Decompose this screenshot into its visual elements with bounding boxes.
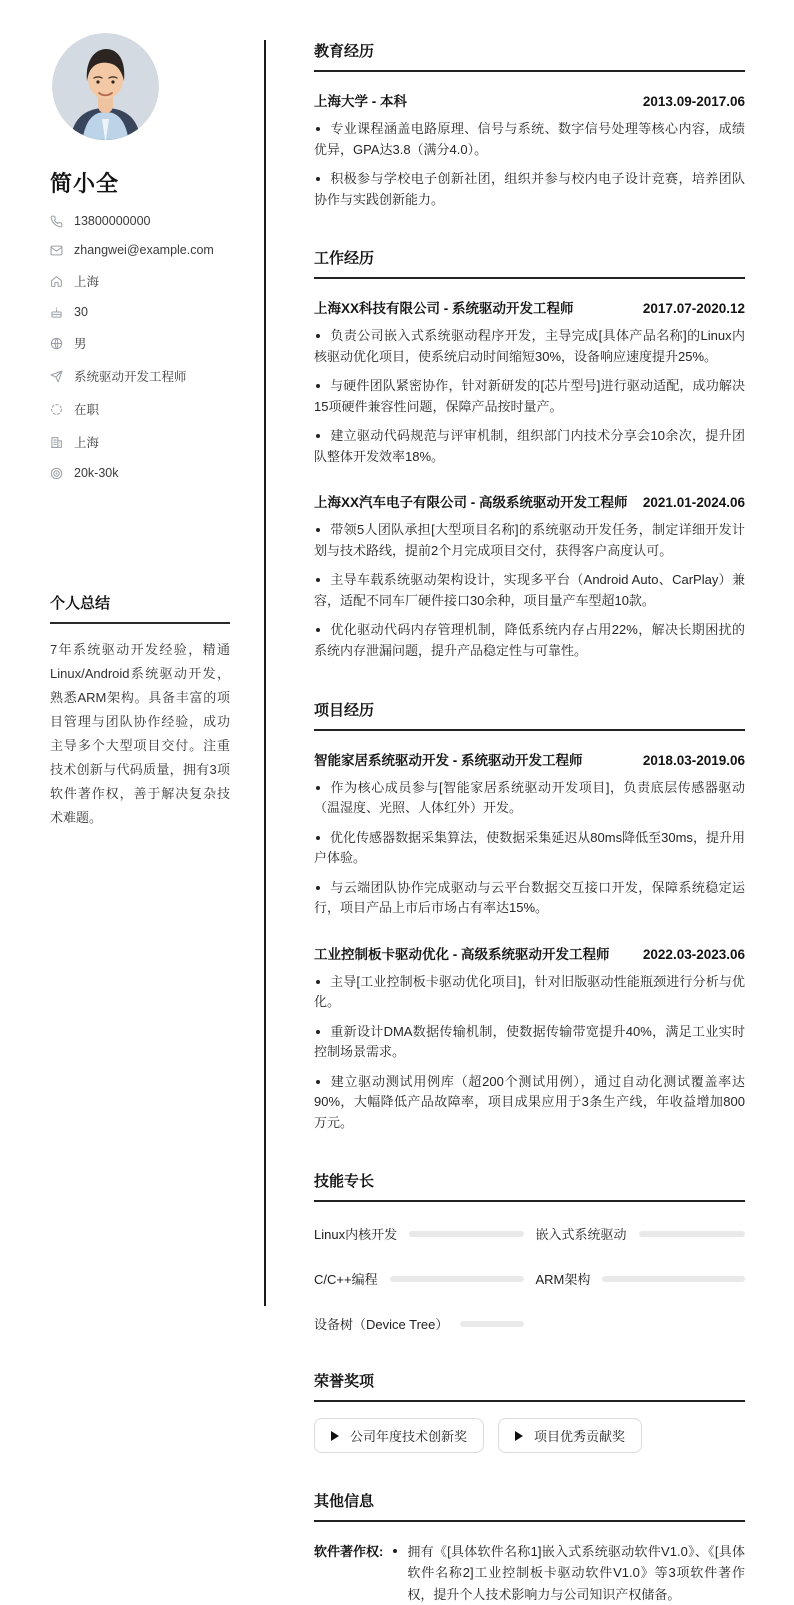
software-copyright-content [391,1541,745,1604]
mail-icon [50,244,63,257]
vertical-divider [264,40,266,1306]
work-company-role: 上海XX汽车电子有限公司 - 高级系统驱动开发工程师 [314,495,628,511]
bullet-dot [393,1549,397,1553]
bullet-item [314,1072,745,1134]
bullet-item [314,1022,745,1063]
contact-value-location: 上海 [74,275,100,289]
bullet-item [314,326,745,367]
summary-title: 个人总结 [50,592,230,624]
bullet-dot [316,177,320,181]
home-icon [50,275,63,288]
bullet-dot [316,334,320,338]
contact-value-status: 在职 [74,403,100,417]
honors-section-title: 荣誉奖项 [314,1370,745,1402]
bullet-text: 重新设计DMA数据传输机制，使数据传输带宽提升40%，满足工业实时控制场景需求。 [314,1023,745,1060]
bullet-dot [316,886,320,890]
bullet-text: 作为核心成员参与[智能家居系统驱动开发项目]，负责底层传感器驱动（温湿度、光照、人体红外）开发。 [314,779,745,816]
bullet-item [314,972,745,1013]
bullet-item [314,169,745,210]
honors-section [314,1370,745,1453]
bullet-item [314,520,745,561]
bullet-item [314,376,745,417]
entry-header [314,943,745,963]
other-info-section-title: 其他信息 [314,1490,745,1522]
personal-summary-section [50,592,230,830]
sidebar [50,33,230,830]
summary-text: 7年系统驱动开发经验，精通Linux/Android系统驱动开发，熟悉ARM架构。具备丰富的项目管理与团队协作经验，成功主导多个大型项目交付。注重技术创新与代码质量，拥有3项软件著作权，善于解决复杂技术难题。 [50,642,230,826]
skill-c-cpp [314,1269,524,1288]
bullet-text: 优化传感器数据采集算法，使数据采集延迟从80ms降低至30ms，提升用户体验。 [314,829,745,866]
bullet-text: 带领5人团队承担[大型项目名称]的系统驱动开发任务，制定详细开发计划与技术路线，提前2个月完成项目交付，获得客户高度认可。 [314,522,745,558]
contact-email [50,243,230,257]
software-copyright-text: 拥有《[具体软件名称1]嵌入式系统驱动软件V1.0》、《[具体软件名称2]工业控制板卡驱动软件V1.0》等3项软件著作权，提升个人技术影响力与公司知识产权储备。 [407,1544,745,1602]
bullet-item [314,570,745,611]
bullet-dot [316,528,320,532]
education-section [314,40,745,210]
bullet-item [314,426,745,467]
play-triangle-icon [515,1431,523,1441]
project-name-role: 智能家居系统驱动开发 - 系统驱动开发工程师 [314,752,583,768]
work-section-title: 工作经历 [314,247,745,279]
skill-bar-track [409,1231,523,1237]
contact-value-position: 系统驱动开发工程师 [74,370,187,384]
work-section [314,247,745,661]
bullet-text: 与硬件团队紧密协作，针对新研发的[芯片型号]进行驱动适配，成功解决15项硬件兼容性问题，保障产品按时量产。 [314,378,745,414]
education-section-title: 教育经历 [314,40,745,72]
contact-value-city: 上海 [74,436,100,450]
avatar-illustration [52,33,159,140]
bullet-dot [316,384,320,388]
contact-value-salary: 20k-30k [74,466,119,480]
bullet-item [314,119,745,160]
skill-label: 嵌入式系统驱动 [535,1227,627,1243]
building-icon [50,436,63,449]
skills-grid [314,1224,745,1333]
skill-label: C/C++编程 [314,1272,378,1288]
honor-badge-contribution-award[interactable] [498,1418,642,1453]
software-copyright-row [314,1541,745,1604]
skill-bar-track [602,1276,745,1282]
entry-header [314,297,745,317]
skill-embedded-driver [536,1224,746,1243]
skills-section [314,1170,745,1333]
badge-label: 项目优秀贡献奖 [534,1429,626,1445]
entry-header [314,491,745,511]
skill-linux-kernel [314,1224,524,1243]
honor-badge-innovation-award[interactable] [314,1418,484,1453]
bullet-item [314,878,745,919]
bullet-text: 主导车载系统驱动架构设计，实现多平台（Android Auto、CarPlay）兼容，适配不同车厂硬件接口30余种，项目量产车型超10款。 [314,572,745,608]
bullet-text: 优化驱动代码内存管理机制，降低系统内存占用22%，解决长期困扰的系统内存泄漏问题，提升产品稳定性与可靠性。 [314,622,745,658]
bullet-dot [316,578,320,582]
badge-label: 公司年度技术创新奖 [350,1429,468,1445]
skills-section-title: 技能专长 [314,1170,745,1202]
cake-icon [50,306,63,319]
work-date: 2017.07-2020.12 [642,301,745,317]
bullet-item [314,620,745,661]
education-school: 上海大学 - 本科 [314,94,407,109]
project-date: 2022.03-2023.06 [642,946,745,962]
entry-header [314,90,745,110]
other-info-section [314,1490,745,1604]
contact-location [50,272,230,290]
play-triangle-icon [331,1431,339,1441]
skill-label: 设备树（Device Tree） [314,1317,449,1333]
contact-list [50,214,230,480]
bullet-dot [316,980,320,984]
bullet-item [314,778,745,819]
loader-icon [50,403,63,416]
bullet-text: 建立驱动测试用例库（超200个测试用例），通过自动化测试覆盖率达90%，大幅降低产品故障率，项目成果应用于3条生产线，年收益增加800万元。 [314,1073,745,1130]
contact-job-status [50,400,230,418]
avatar [52,33,159,140]
software-copyright-label: 软件著作权: [314,1544,384,1560]
bullet-text: 积极参与学校电子创新社团，组织并参与校内电子设计竞赛，培养团队协作与实践创新能力。 [314,171,745,207]
skill-arm [536,1269,746,1288]
project-entry-1 [314,749,745,919]
project-entry-2 [314,943,745,1134]
projects-section [314,699,745,1134]
skill-device-tree [314,1314,524,1333]
bullet-dot [316,127,320,131]
education-date: 2013.09-2017.06 [642,94,745,109]
contact-value-email: zhangwei@example.com [74,243,214,257]
bullet-dot [316,1030,320,1034]
contact-work-city [50,433,230,451]
bullet-dot [316,786,320,790]
contact-desired-position [50,367,230,385]
bullet-dot [316,836,320,840]
skill-label: Linux内核开发 [314,1227,398,1243]
candidate-name: 简小全 [50,171,120,196]
bullet-text: 专业课程涵盖电路原理、信号与系统、数字信号处理等核心内容，成绩优异，GPA达3.8（满分4.0）。 [314,121,745,157]
bullet-text: 与云端团队协作完成驱动与云平台数据交互接口开发，保障系统稳定运行，项目产品上市后市场占有率达15%。 [314,879,745,916]
globe-icon [50,337,63,350]
contact-phone [50,214,230,228]
bullet-text: 负责公司嵌入式系统驱动程序开发，主导完成[具体产品名称]的Linux内核驱动优化项目，使系统启动时间缩短30%，设备响应速度提升25%。 [314,328,745,364]
paper-plane-icon [50,370,63,383]
skill-bar-track [390,1276,524,1282]
skill-bar-track [639,1231,745,1237]
project-date: 2018.03-2019.06 [642,752,745,768]
bullet-item [314,828,745,869]
honor-badges [314,1418,745,1453]
contact-value-gender: 男 [74,337,87,351]
target-icon [50,467,63,480]
work-entry-1 [314,297,745,467]
bullet-text: 建立驱动代码规范与评审机制，组织部门内技术分享会10余次，提升团队整体开发效率18%。 [314,428,745,464]
skill-bar-track [460,1321,523,1327]
project-name-role: 工业控制板卡驱动优化 - 高级系统驱动开发工程师 [314,946,610,962]
work-company-role: 上海XX科技有限公司 - 系统驱动开发工程师 [314,301,574,317]
skill-label: ARM架构 [535,1272,591,1288]
bullet-dot [316,628,320,632]
main-column [314,40,745,1605]
contact-salary [50,466,230,480]
contact-value-age: 30 [74,305,88,319]
projects-section-title: 项目经历 [314,699,745,731]
bullet-dot [316,1080,320,1084]
bullet-dot [316,434,320,438]
work-entry-2 [314,491,745,661]
contact-age [50,305,230,319]
work-date: 2021.01-2024.06 [642,495,745,511]
contact-value-phone: 13800000000 [74,214,151,228]
bullet-text: 主导[工业控制板卡驱动优化项目]，针对旧版驱动性能瓶颈进行分析与优化。 [314,973,745,1010]
phone-icon [50,215,63,228]
contact-gender [50,334,230,352]
entry-header [314,749,745,769]
education-entry [314,90,745,210]
